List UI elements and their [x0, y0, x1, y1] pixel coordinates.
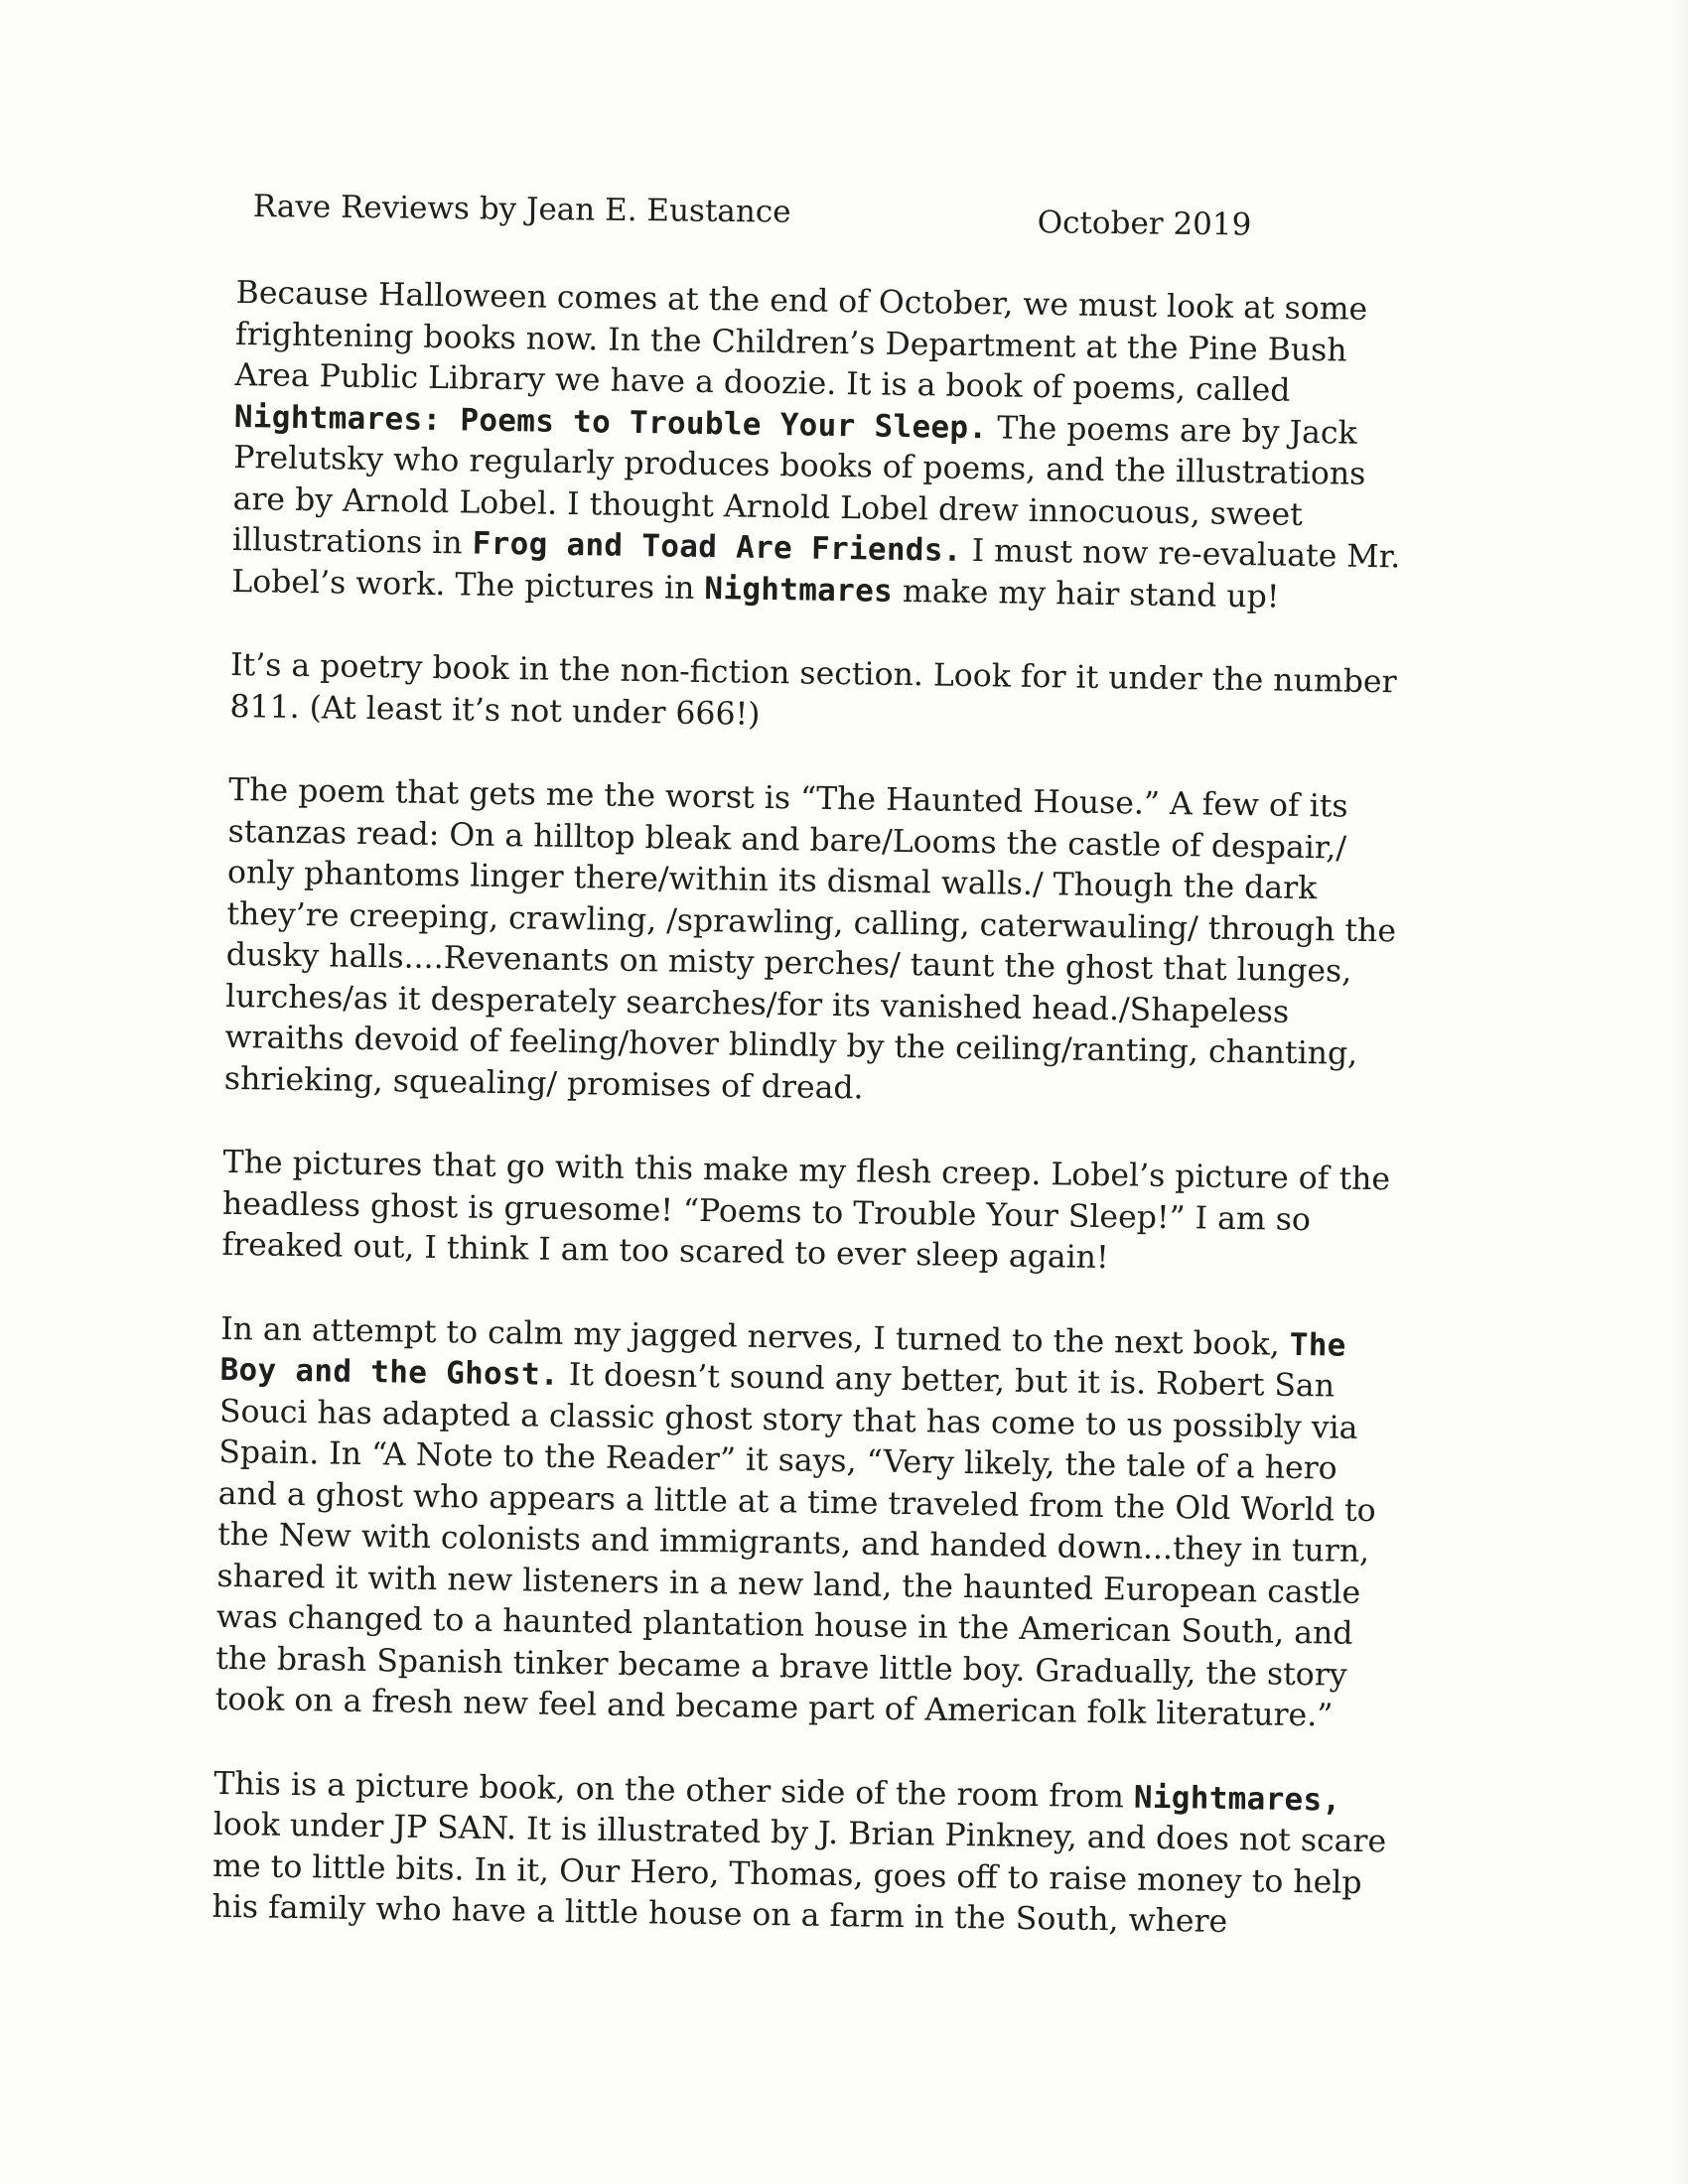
paragraph-picture-book — [211, 1763, 1395, 1946]
book-title-boy-and-ghost: The Boy and the Ghost. — [219, 1326, 1346, 1393]
paragraph-text: It doesn’t sound any better, but it is. Robert San Souci has adapted a classic ghost story that has come to us possibly via Spain. In “A Note to the Reader” it says, “Very likely, the tale of a hero and a ghost who appears a little at a time traveled from the Old World to the New with colonists and immigrants, and handed down...they in turn, shared it with new listeners in a new land, the haunted European castle was changed to a haunted plantation house in the American South, and the brash Spanish tinker became a brave little boy. Gradually, the story took on a fresh new feel and became part of American folk literature.” — [214, 1356, 1376, 1734]
paragraph-text: Because Halloween comes at the end of October, we must look at some frightening books now. In the Children’s Department at the Pine Bush Area Public Library we have a doozie. It is a book of poems, called — [234, 274, 1368, 409]
paragraph-location: It’s a poetry book in the non-fiction section. Look for it under the number 811. (At least it’s not under 666!) — [229, 646, 1397, 733]
paragraph-text: make my hair stand up! — [892, 573, 1280, 615]
scan-shadow-edge — [1670, 0, 1688, 2184]
paragraph-text: This is a picture book, on the other side of the room from — [213, 1765, 1135, 1816]
paragraph-text: The poems are by Jack Prelutsky who regularly produces books of poems, and the illustrations are by Arnold Lobel. I thought Arnold Lobel drew innocuous, sweet illustrations in — [231, 409, 1366, 562]
book-title-nightmares: Nightmares: Poems to Trouble Your Sleep. — [233, 398, 988, 446]
paragraph-pictures: The pictures that go with this make my flesh creep. Lobel’s picture of the headless ghost is gruesome! “Poems to Trouble Your Sleep!” I am so freaked out, I think I am too scared to ever sleep again! — [221, 1144, 1391, 1277]
article-body — [211, 273, 1418, 1988]
byline: Rave Reviews by Jean E. Eustance — [252, 189, 791, 230]
paragraph-poem-excerpt: The poem that gets me the worst is “The Haunted House.” A few of its stanzas read: On a hilltop bleak and bare/Looms the castle of despair,/ only phantoms linger there/within its dismal walls./ Though the dark they’re creeping, crawling, /sprawling, calling, caterwauling/ through the dusky halls....Revenants on misty perches/ taunt the ghost that lunges, lurches/as it desperately searches/for its vanished head./Shapeless wraiths devoid of feeling/hover blindly by the ceiling/ranting, chanting, shrieking, squealing/ promises of dread. — [223, 771, 1397, 1106]
paragraph-intro — [231, 273, 1418, 620]
paragraph-text: look under JP SAN. It is illustrated by J. Brian Pinkney, and does not scare me to little bits. In it, Our Hero, Thomas, goes off to raise money to help his family who have a little house on a farm in the South, where — [211, 1806, 1387, 1940]
paragraph-boy-and-ghost — [214, 1308, 1402, 1738]
book-title-frog-and-toad: Frog and Toad Are Friends. — [472, 525, 962, 569]
paragraph-text: In an attempt to calm my jagged nerves, I turned to the next book, — [219, 1310, 1291, 1363]
issue-date: October 2019 — [1037, 205, 1252, 243]
paragraph-text: I must now re-evaluate Mr. Lobel’s work. The pictures in — [231, 532, 1401, 607]
book-title-nightmares-short: Nightmares — [704, 570, 894, 610]
book-title-nightmares-ref: Nightmares, — [1133, 1779, 1341, 1819]
document-header — [252, 189, 1275, 249]
